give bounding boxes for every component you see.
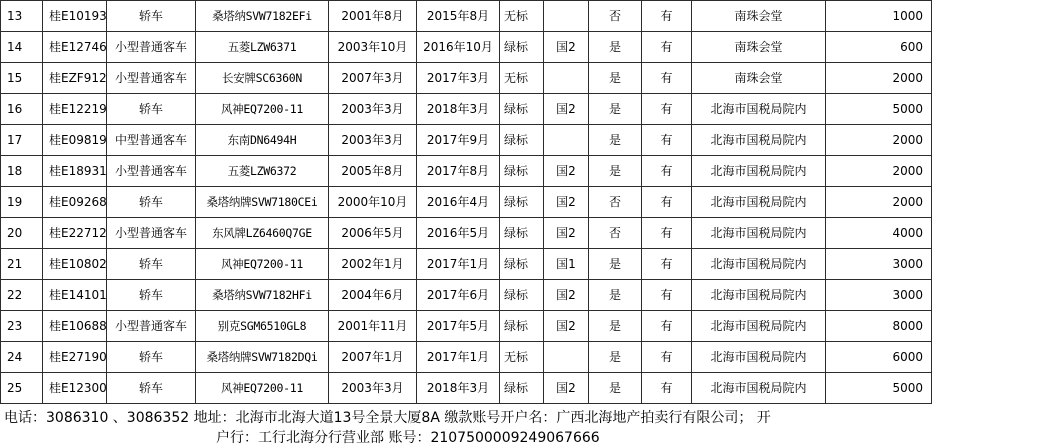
table-row — [1, 1, 932, 32]
vehicle-type-cell: 小型普通客车 — [107, 156, 196, 187]
yes-no-flag-cell: 是 — [589, 156, 642, 187]
yes-no-flag-cell: 是 — [589, 125, 642, 156]
env-label-cell: 绿标 — [500, 187, 544, 218]
inspection-date-cell: 2017年1月 — [417, 342, 500, 373]
vehicle-type-cell: 小型普通客车 — [107, 32, 196, 63]
registration-date-cell: 2007年3月 — [329, 63, 417, 94]
env-label-cell: 无标 — [500, 63, 544, 94]
reserve-price-cell: 5000 — [826, 94, 932, 125]
emission-standard-cell: 国2 — [544, 311, 589, 342]
yes-no-flag-cell: 是 — [589, 311, 642, 342]
reserve-price-cell: 2000 — [826, 187, 932, 218]
plate-number-cell: 桂E10802 — [43, 249, 107, 280]
table-row — [1, 249, 932, 280]
yes-no-flag-cell: 是 — [589, 63, 642, 94]
has-flag-cell: 有 — [642, 1, 692, 32]
registration-date-cell: 2003年3月 — [329, 373, 417, 404]
storage-location-cell: 北海市国税局院内 — [692, 156, 826, 187]
plate-number-cell: 桂E12219 — [43, 94, 107, 125]
vehicle-type-cell: 小型普通客车 — [107, 218, 196, 249]
storage-location-cell: 北海市国税局院内 — [692, 311, 826, 342]
emission-standard-cell: 国2 — [544, 156, 589, 187]
inspection-date-cell: 2017年9月 — [417, 125, 500, 156]
table-row — [1, 156, 932, 187]
emission-standard-cell: 国2 — [544, 280, 589, 311]
has-flag-cell: 有 — [642, 342, 692, 373]
storage-location-cell: 南珠会堂 — [692, 63, 826, 94]
table-row — [1, 373, 932, 404]
table-row — [1, 311, 932, 342]
registration-date-cell: 2001年11月 — [329, 311, 417, 342]
vehicle-model-cell: 别克SGM6510GL8 — [196, 311, 329, 342]
env-label-cell: 绿标 — [500, 373, 544, 404]
has-flag-cell: 有 — [642, 311, 692, 342]
storage-location-cell: 南珠会堂 — [692, 32, 826, 63]
storage-location-cell: 北海市国税局院内 — [692, 249, 826, 280]
reserve-price-cell: 3000 — [826, 249, 932, 280]
plate-number-cell: 桂E12300 — [43, 373, 107, 404]
yes-no-flag-cell: 否 — [589, 1, 642, 32]
registration-date-cell: 2000年10月 — [329, 187, 417, 218]
has-flag-cell: 有 — [642, 32, 692, 63]
registration-date-cell: 2003年3月 — [329, 94, 417, 125]
vehicle-model-cell: 长安牌SC6360N — [196, 63, 329, 94]
yes-no-flag-cell: 否 — [589, 218, 642, 249]
row-number-cell: 20 — [1, 218, 43, 249]
plate-number-cell: 桂E22712 — [43, 218, 107, 249]
vehicle-type-cell: 轿车 — [107, 249, 196, 280]
yes-no-flag-cell: 是 — [589, 342, 642, 373]
inspection-date-cell: 2017年8月 — [417, 156, 500, 187]
plate-number-cell: 桂EZF912 — [43, 63, 107, 94]
env-label-cell: 绿标 — [500, 32, 544, 63]
vehicle-type-cell: 轿车 — [107, 373, 196, 404]
inspection-date-cell: 2015年8月 — [417, 1, 500, 32]
yes-no-flag-cell: 否 — [589, 187, 642, 218]
vehicle-type-cell: 中型普通客车 — [107, 125, 196, 156]
plate-number-cell: 桂E27190 — [43, 342, 107, 373]
yes-no-flag-cell: 是 — [589, 280, 642, 311]
registration-date-cell: 2004年6月 — [329, 280, 417, 311]
row-number-cell: 16 — [1, 94, 43, 125]
table-body — [1, 1, 932, 404]
env-label-cell: 绿标 — [500, 156, 544, 187]
row-number-cell: 19 — [1, 187, 43, 218]
row-number-cell: 14 — [1, 32, 43, 63]
env-label-cell: 绿标 — [500, 218, 544, 249]
plate-number-cell: 桂E10193 — [43, 1, 107, 32]
storage-location-cell: 北海市国税局院内 — [692, 94, 826, 125]
vehicle-model-cell: 桑塔纳牌SVW7182DQi — [196, 342, 329, 373]
reserve-price-cell: 8000 — [826, 311, 932, 342]
table-row — [1, 187, 932, 218]
inspection-date-cell: 2017年3月 — [417, 63, 500, 94]
has-flag-cell: 有 — [642, 125, 692, 156]
row-number-cell: 25 — [1, 373, 43, 404]
table-row — [1, 218, 932, 249]
table-row — [1, 125, 932, 156]
has-flag-cell: 有 — [642, 218, 692, 249]
env-label-cell: 绿标 — [500, 94, 544, 125]
vehicle-model-cell: 风神EQ7200-11 — [196, 94, 329, 125]
storage-location-cell: 北海市国税局院内 — [692, 280, 826, 311]
footer-bank-line: 户行：工行北海分行营业部 账号：2107500009249067666 — [216, 430, 600, 446]
vehicle-model-cell: 风神EQ7200-11 — [196, 249, 329, 280]
vehicle-type-cell: 小型普通客车 — [107, 63, 196, 94]
row-number-cell: 22 — [1, 280, 43, 311]
table-row — [1, 342, 932, 373]
emission-standard-cell — [544, 125, 589, 156]
inspection-date-cell: 2018年3月 — [417, 373, 500, 404]
vehicle-type-cell: 轿车 — [107, 1, 196, 32]
has-flag-cell: 有 — [642, 156, 692, 187]
has-flag-cell: 有 — [642, 94, 692, 125]
emission-standard-cell: 国2 — [544, 94, 589, 125]
env-label-cell: 无标 — [500, 342, 544, 373]
emission-standard-cell — [544, 342, 589, 373]
vehicle-model-cell: 五菱LZW6372 — [196, 156, 329, 187]
has-flag-cell: 有 — [642, 63, 692, 94]
has-flag-cell: 有 — [642, 373, 692, 404]
yes-no-flag-cell: 是 — [589, 94, 642, 125]
emission-standard-cell: 国2 — [544, 32, 589, 63]
storage-location-cell: 北海市国税局院内 — [692, 218, 826, 249]
reserve-price-cell: 2000 — [826, 63, 932, 94]
plate-number-cell: 桂E18931 — [43, 156, 107, 187]
vehicle-model-cell: 东风牌LZ6460Q7GE — [196, 218, 329, 249]
yes-no-flag-cell: 是 — [589, 373, 642, 404]
plate-number-cell: 桂E09819 — [43, 125, 107, 156]
inspection-date-cell: 2017年1月 — [417, 249, 500, 280]
env-label-cell: 绿标 — [500, 249, 544, 280]
inspection-date-cell: 2017年5月 — [417, 311, 500, 342]
vehicle-type-cell: 轿车 — [107, 280, 196, 311]
emission-standard-cell: 国1 — [544, 249, 589, 280]
registration-date-cell: 2005年8月 — [329, 156, 417, 187]
reserve-price-cell: 1000 — [826, 1, 932, 32]
table-row — [1, 63, 932, 94]
has-flag-cell: 有 — [642, 187, 692, 218]
registration-date-cell: 2001年8月 — [329, 1, 417, 32]
emission-standard-cell — [544, 63, 589, 94]
registration-date-cell: 2007年1月 — [329, 342, 417, 373]
has-flag-cell: 有 — [642, 280, 692, 311]
inspection-date-cell: 2016年10月 — [417, 32, 500, 63]
row-number-cell: 18 — [1, 156, 43, 187]
registration-date-cell: 2003年3月 — [329, 125, 417, 156]
registration-date-cell: 2002年1月 — [329, 249, 417, 280]
plate-number-cell: 桂E14101 — [43, 280, 107, 311]
vehicle-model-cell: 风神EQ7200-11 — [196, 373, 329, 404]
inspection-date-cell: 2017年6月 — [417, 280, 500, 311]
reserve-price-cell: 600 — [826, 32, 932, 63]
vehicle-type-cell: 小型普通客车 — [107, 311, 196, 342]
inspection-date-cell: 2018年3月 — [417, 94, 500, 125]
env-label-cell: 绿标 — [500, 311, 544, 342]
has-flag-cell: 有 — [642, 249, 692, 280]
storage-location-cell: 北海市国税局院内 — [692, 187, 826, 218]
reserve-price-cell: 6000 — [826, 342, 932, 373]
vehicle-model-cell: 桑塔纳SVW7182EFi — [196, 1, 329, 32]
reserve-price-cell: 3000 — [826, 280, 932, 311]
storage-location-cell: 北海市国税局院内 — [692, 342, 826, 373]
registration-date-cell: 2006年5月 — [329, 218, 417, 249]
reserve-price-cell: 4000 — [826, 218, 932, 249]
row-number-cell: 17 — [1, 125, 43, 156]
row-number-cell: 21 — [1, 249, 43, 280]
table-row — [1, 94, 932, 125]
row-number-cell: 13 — [1, 1, 43, 32]
env-label-cell: 绿标 — [500, 280, 544, 311]
env-label-cell: 绿标 — [500, 125, 544, 156]
emission-standard-cell: 国2 — [544, 373, 589, 404]
storage-location-cell: 北海市国税局院内 — [692, 373, 826, 404]
vehicle-type-cell: 轿车 — [107, 187, 196, 218]
storage-location-cell: 南珠会堂 — [692, 1, 826, 32]
yes-no-flag-cell: 是 — [589, 249, 642, 280]
row-number-cell: 24 — [1, 342, 43, 373]
inspection-date-cell: 2016年4月 — [417, 187, 500, 218]
plate-number-cell: 桂E10688 — [43, 311, 107, 342]
vehicle-model-cell: 桑塔纳SVW7182HFi — [196, 280, 329, 311]
row-number-cell: 23 — [1, 311, 43, 342]
vehicle-type-cell: 轿车 — [107, 94, 196, 125]
row-number-cell: 15 — [1, 63, 43, 94]
registration-date-cell: 2003年10月 — [329, 32, 417, 63]
emission-standard-cell: 国2 — [544, 218, 589, 249]
vehicle-model-cell: 桑塔纳牌SVW7180CEi — [196, 187, 329, 218]
emission-standard-cell — [544, 1, 589, 32]
plate-number-cell: 桂E12746 — [43, 32, 107, 63]
reserve-price-cell: 2000 — [826, 156, 932, 187]
yes-no-flag-cell: 是 — [589, 32, 642, 63]
reserve-price-cell: 2000 — [826, 125, 932, 156]
vehicle-type-cell: 轿车 — [107, 342, 196, 373]
reserve-price-cell: 5000 — [826, 373, 932, 404]
table-row — [1, 280, 932, 311]
vehicle-model-cell: 五菱LZW6371 — [196, 32, 329, 63]
footer-contact-line: 电话：3086310 、3086352 地址：北海市北海大道13号全景大厦8A 缴款账号开户名：广西北海地产拍卖行有限公司； 开 — [4, 410, 771, 426]
env-label-cell: 无标 — [500, 1, 544, 32]
table-row — [1, 32, 932, 63]
vehicle-model-cell: 东南DN6494H — [196, 125, 329, 156]
emission-standard-cell: 国2 — [544, 187, 589, 218]
storage-location-cell: 北海市国税局院内 — [692, 125, 826, 156]
plate-number-cell: 桂E09268 — [43, 187, 107, 218]
inspection-date-cell: 2016年5月 — [417, 218, 500, 249]
